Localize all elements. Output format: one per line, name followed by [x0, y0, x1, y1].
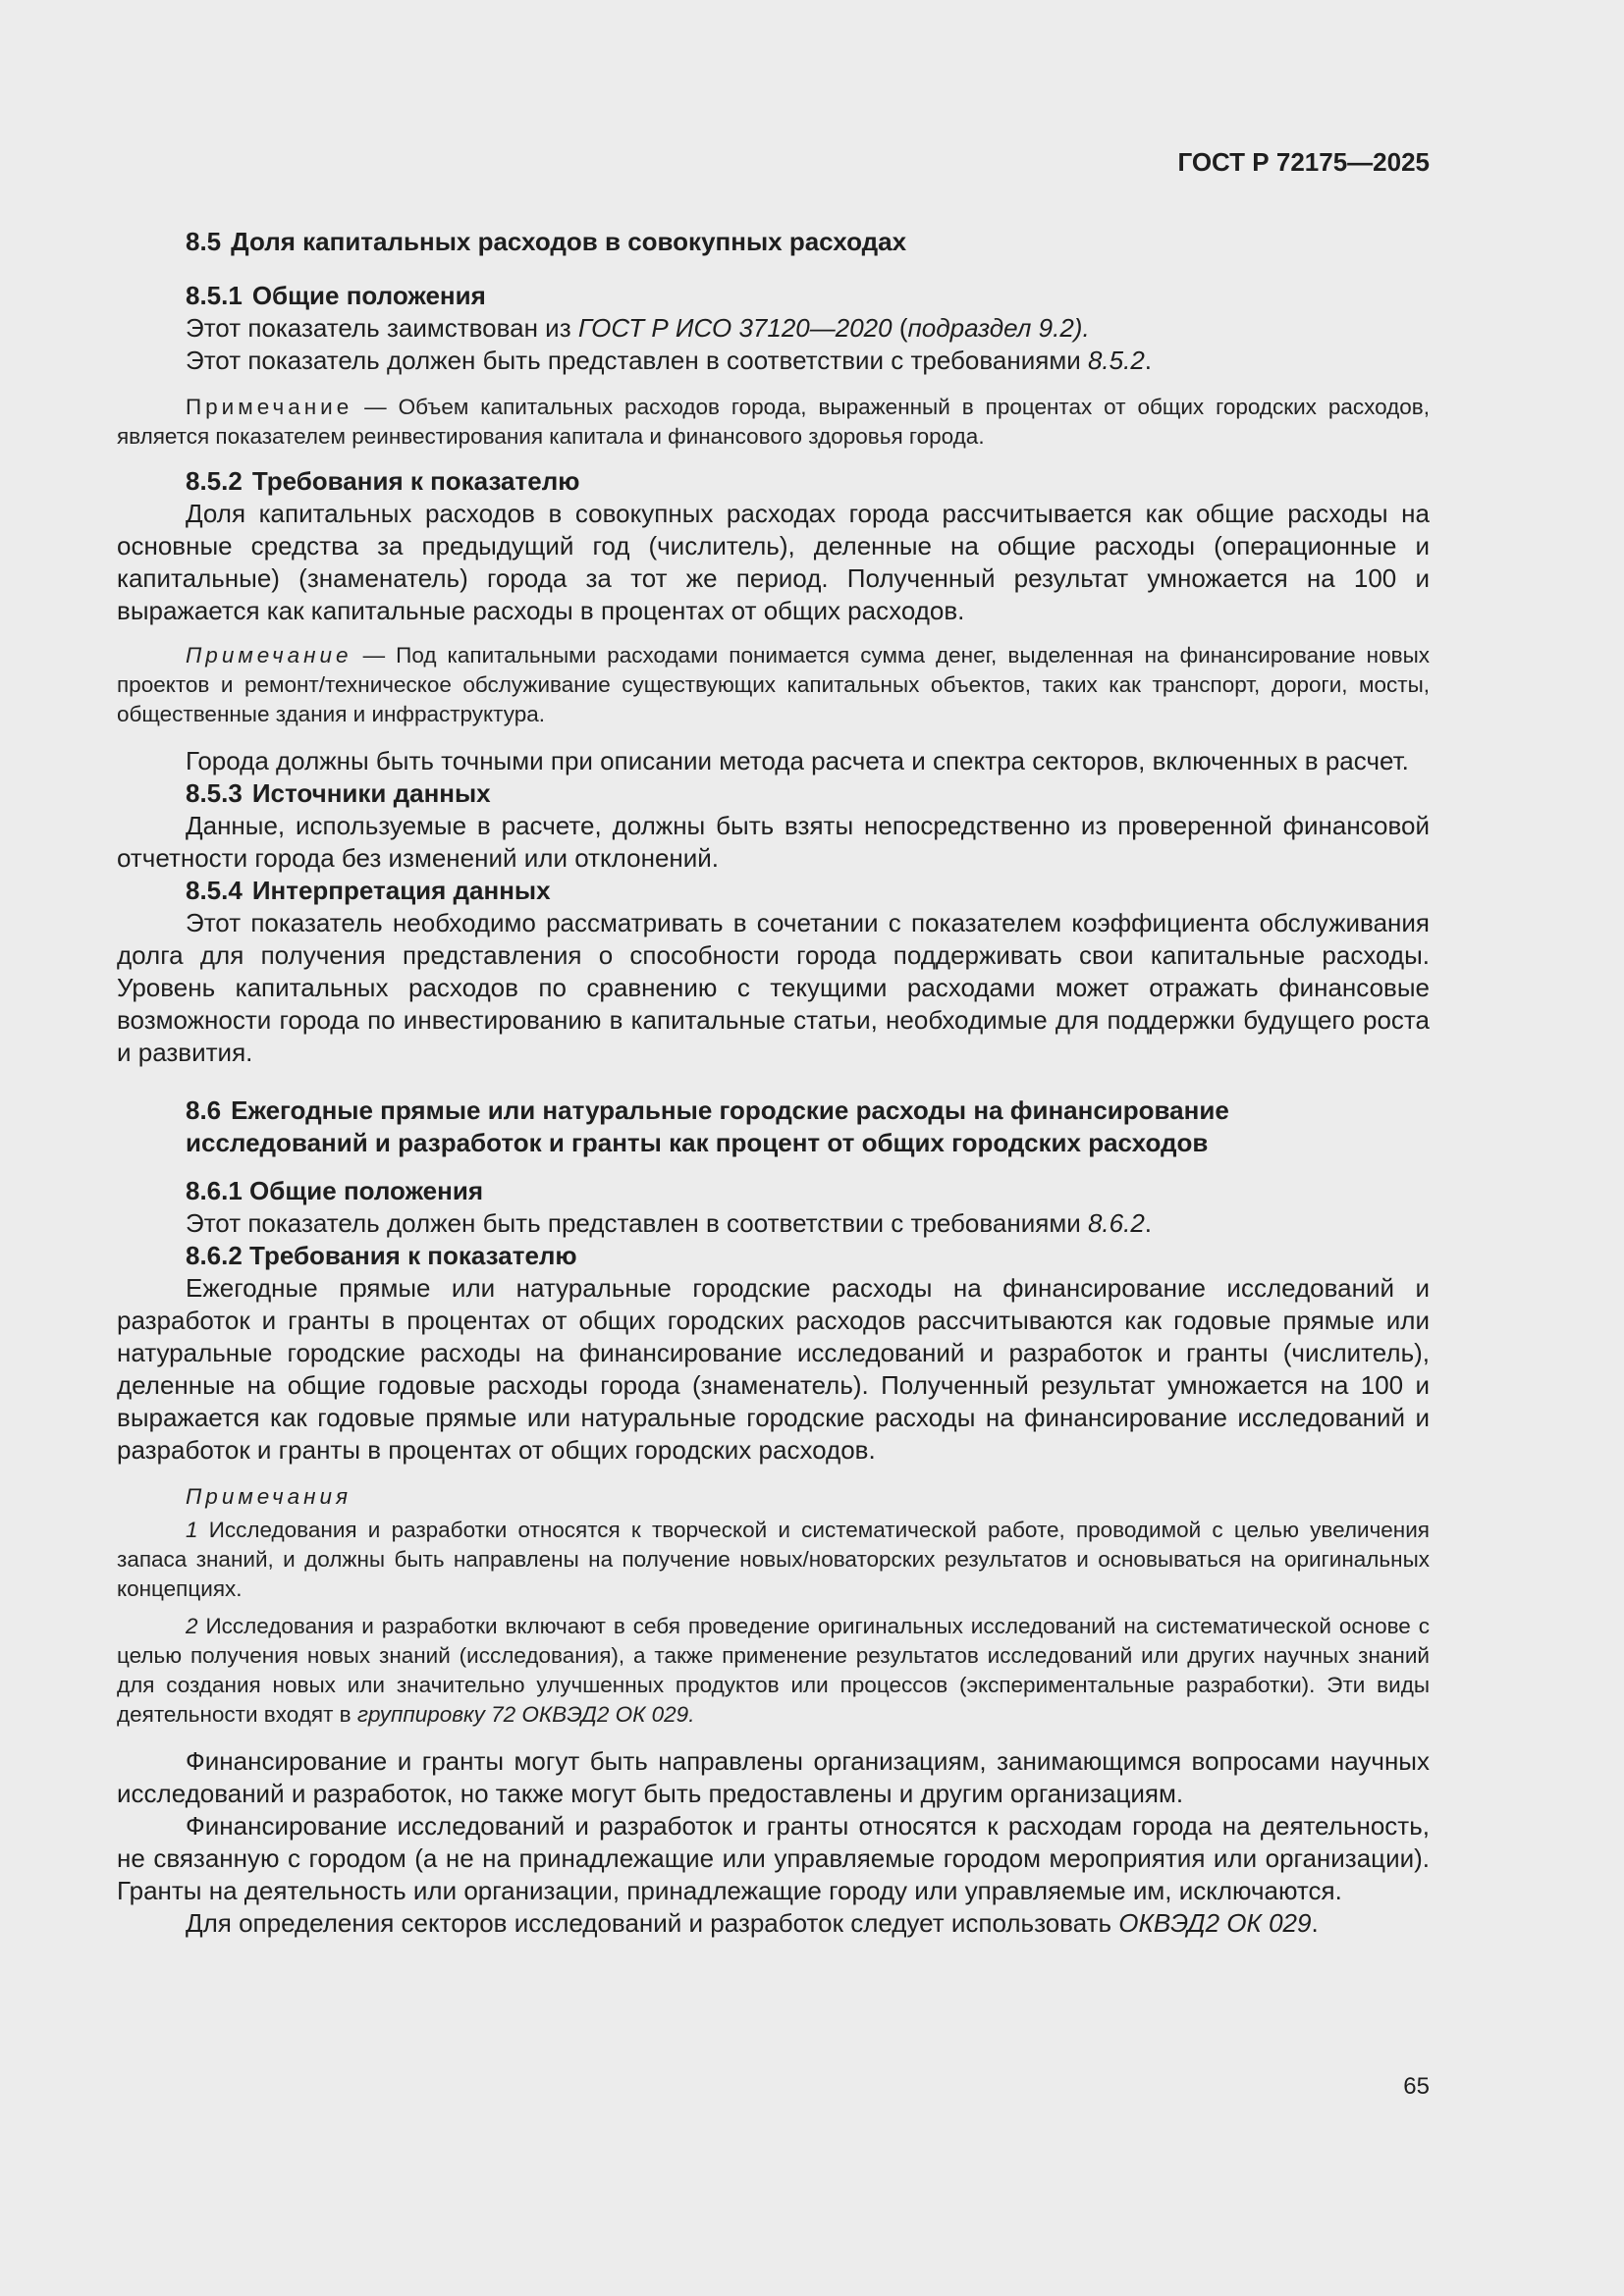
subsection-number: 9.2	[1031, 313, 1074, 343]
document-code-header: ГОСТ Р 72175—2025	[1177, 147, 1430, 177]
section-8-5-heading	[117, 226, 1430, 258]
section-title: Требования к показателю	[251, 466, 580, 496]
section-8-5-4-heading	[117, 875, 1430, 907]
note-text: — Под капитальными расходами понимается сумма денег, выделенная на финансирование новых проектов и ремонт/техническое обслуживание существующих капитальных объектов, таких как транспорт, дороги, мосты, общественные здания и инфраструктура.	[117, 643, 1430, 726]
page-content	[117, 226, 1430, 1940]
paragraph: Города должны быть точными при описании метода расчета и спектра секторов, включенных в расчет.	[186, 746, 1409, 775]
section-8-6-1-heading: 8.6.1 Общие положения	[186, 1176, 483, 1205]
section-title: Доля капитальных расходов в совокупных расходах	[231, 227, 907, 256]
note	[117, 393, 1430, 452]
note-item	[117, 1612, 1430, 1730]
section-number: 8.5.1	[186, 281, 243, 310]
section-title: Ежегодные прямые или натуральные городские расходы на финансирование	[231, 1095, 1229, 1125]
note-number: 2	[186, 1614, 198, 1638]
classifier-reference: ОКВЭД2 ОК 029	[1118, 1908, 1312, 1938]
clause-reference: 8.5.2	[1087, 346, 1145, 375]
section-title: Интерпретация данных	[251, 876, 551, 905]
paragraph: Финансирование и гранты могут быть направлены организациям, занимающимся вопросами научных исследований и разработок, но также могут быть предоставлены и другим организациям.	[117, 1746, 1430, 1808]
classifier-reference: группировку 72 ОКВЭД2 ОК 029.	[356, 1702, 695, 1727]
section-8-6-heading	[117, 1095, 1430, 1159]
section-title: Общие положения	[251, 281, 486, 310]
note-text: Исследования и разработки включают в себя проведение оригинальных исследований на систематической основе с целью получения новых знаний (исследования), а также применение результатов исследований или других научных знаний для создания новых или значительно улучшенных продуктов или процессов (экспериментальные разработки). Эти виды деятельности входят в	[117, 1614, 1430, 1727]
section-heading-line	[117, 1095, 1430, 1127]
note-number: 1	[186, 1518, 198, 1542]
text: .	[1144, 346, 1153, 375]
note-label: Примечание	[186, 395, 353, 419]
paragraph	[117, 1207, 1430, 1240]
text: .	[1311, 1908, 1319, 1938]
section-8-5-1-heading	[117, 280, 1430, 312]
text: (	[892, 313, 908, 343]
subsection-reference: подраздел	[907, 313, 1032, 343]
text: Для определения секторов исследований и разработок следует использовать	[186, 1908, 1119, 1938]
section-number: 8.5.4	[186, 876, 243, 905]
text: Этот показатель должен быть представлен в соответствии с требованиями	[186, 346, 1088, 375]
paragraph: Данные, используемые в расчете, должны быть взяты непосредственно из проверенной финансовой отчетности города без изменений или отклонений.	[117, 811, 1430, 873]
clause-reference: 8.6.2	[1087, 1208, 1145, 1238]
page-number: 65	[1403, 2073, 1430, 2100]
notes-title: Примечания	[186, 1484, 352, 1509]
text: ).	[1073, 313, 1090, 343]
section-number: 8.5	[186, 227, 222, 256]
section-8-5-3-heading	[117, 777, 1430, 810]
text: Этот показатель должен быть представлен в соответствии с требованиями	[186, 1208, 1088, 1238]
paragraph	[117, 312, 1430, 345]
note-item	[117, 1516, 1430, 1604]
section-title-continued: исследований и разработок и гранты как процент от общих городских расходов	[186, 1128, 1209, 1157]
section-number: 8.5.3	[186, 778, 243, 808]
section-8-5-2-heading	[117, 465, 1430, 498]
paragraph: Ежегодные прямые или натуральные городские расходы на финансирование исследований и разработок и гранты в процентах от общих городских расходов рассчитываются как годовые прямые или натуральные городские расходы на финансирование исследований и разработок и гранты (числитель), деленные на общие годовые расходы города (знаменатель). Полученный результат умножается на 100 и выражается как годовые прямые или натуральные городские расходы на финансирование исследований и разработок и гранты в процентах от общих городских расходов.	[117, 1273, 1430, 1465]
text: .	[1144, 1208, 1153, 1238]
section-8-6-2-heading: 8.6.2 Требования к показателю	[186, 1241, 577, 1270]
section-number: 8.5.2	[186, 466, 243, 496]
paragraph: Финансирование исследований и разработок и гранты относятся к расходам города на деятельность, не связанную с городом (а не на принадлежащие или управляемые городом мероприятия или организации). Гранты на деятельность или организации, принадлежащие городу или управляемые им, исключаются.	[117, 1811, 1430, 1905]
standard-reference: ГОСТ Р ИСО 37120—2020	[577, 313, 893, 343]
paragraph: Этот показатель необходимо рассматривать в сочетании с показателем коэффициента обслуживания долга для получения представления о способности города поддерживать свои капитальные расходы. Уровень капитальных расходов по сравнению с текущими расходами может отражать финансовые возможности города по инвестированию в капитальные статьи, необходимые для поддержки будущего роста и развития.	[117, 908, 1430, 1067]
paragraph	[117, 1907, 1430, 1940]
note	[117, 641, 1430, 729]
section-number: 8.6	[186, 1095, 222, 1125]
section-title: Источники данных	[251, 778, 491, 808]
note-text: — Объем капитальных расходов города, выраженный в процентах от общих городских расходов, является показателем реинвестирования капитала и финансового здоровья города.	[117, 395, 1430, 449]
paragraph: Доля капитальных расходов в совокупных расходах города рассчитывается как общие расходы на основные средства за предыдущий год (числитель), деленные на общие расходы (операционные и капитальные) (знаменатель) города за тот же период. Полученный результат умножается на 100 и выражается как капитальные расходы в процентах от общих расходов.	[117, 499, 1430, 625]
note-label: Примечание	[186, 643, 352, 667]
note-text: Исследования и разработки относятся к творческой и систематической работе, проводимой с целью увеличения запаса знаний, и должны быть направлены на получение новых/новаторских результатов и основываться на оригинальных концепциях.	[117, 1518, 1430, 1601]
paragraph	[117, 345, 1430, 377]
text: Этот показатель заимствован из	[186, 313, 578, 343]
